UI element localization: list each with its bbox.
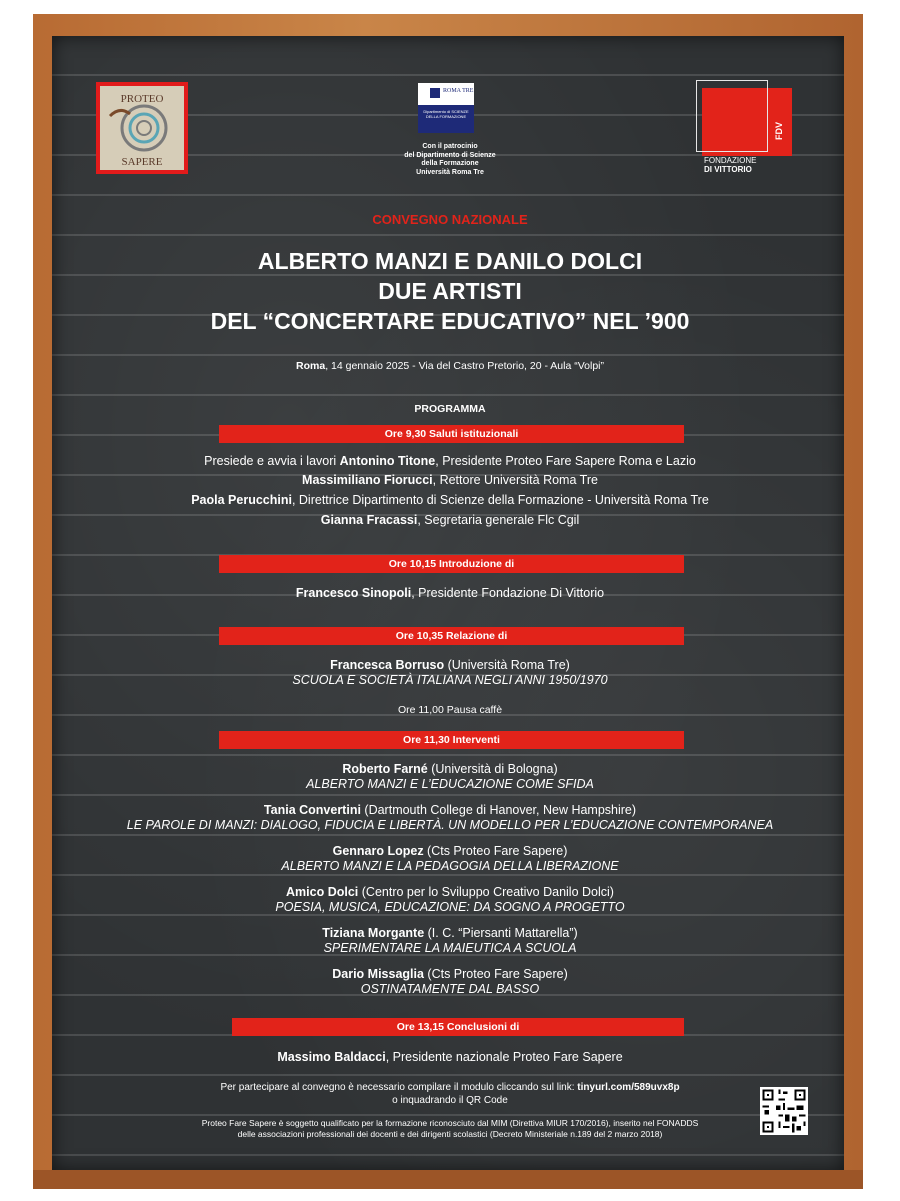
svg-text:SAPERE: SAPERE (121, 156, 163, 168)
coffee-break: Ore 11,00 Pausa caffè (397, 704, 503, 716)
proteo-logo (96, 82, 188, 174)
roma-tre-mark-icon (430, 88, 440, 98)
event-kicker: CONVEGNO NAZIONALE (372, 212, 528, 227)
session-bar-interventi: Ore 11,30 Interventi (219, 731, 684, 749)
proteo-shell-icon (100, 86, 184, 170)
speaker-line: Dario Missaglia (Cts Proteo Fare Sapere) (332, 967, 568, 981)
program-line: Francesco Sinopoli, Presidente Fondazione Di Vittorio (295, 586, 605, 600)
registration-note: Per partecipare al convegno è necessario compilare il modulo cliccando sul link: tinyurl.com/589uvx8p o inquadrando il QR Code (220, 1082, 680, 1106)
event-title: ALBERTO MANZI E DANILO DOLCI DUE ARTISTI DEL “CONCERTARE EDUCATIVO” NEL ’900 (210, 248, 690, 334)
patrocinio-note: Con il patrocinio del Dipartimento di Scienze della Formazione Università Roma Tre (404, 143, 496, 176)
talk-title: SCUOLA E SOCIETÀ ITALIANA NEGLI ANNI 1950/1970 (292, 673, 608, 687)
svg-text:PROTEO: PROTEO (120, 93, 164, 105)
roma-tre-dept: Dipartimento di SCIENZE DELLA FORMAZIONE (418, 105, 474, 133)
talk-title: POESIA, MUSICA, EDUCAZIONE: DA SOGNO A PROGETTO (275, 900, 625, 914)
speaker-line: Tiziana Morgante (I. C. “Piersanti Mattarella”) (322, 926, 578, 940)
session-bar-conclusioni: Ore 13,15 Conclusioni di (232, 1018, 684, 1036)
event-place-date: Roma, 14 gennaio 2025 - Via del Castro Pretorio, 20 - Aula “Volpi” (296, 360, 604, 372)
fondazione-di-vittorio-logo (696, 80, 796, 178)
chalk-tray (33, 1170, 863, 1189)
program-line: Presiede e avvia i lavori Antonino Titone, Presidente Proteo Fare Sapere Roma e Lazio (204, 454, 696, 468)
legal-note: Proteo Fare Sapere è soggetto qualificato per la formazione riconosciuto dal MIM (Direttiva MIUR 170/2016), inserito nel FONADDS delle associazioni professionali dei docenti e dei dirigenti scolastici (Decreto Ministeriale n.189 del 2 marzo 2018) (201, 1118, 699, 1139)
speaker-line: Francesca Borruso (Università Roma Tre) (330, 658, 570, 672)
roma-tre-name: ROMA TRE (443, 88, 474, 94)
program-line: Paola Perucchini, Direttrice Dipartimento di Scienze della Formazione - Università Roma Tre (191, 493, 709, 507)
program-line: Massimiliano Fiorucci, Rettore Università Roma Tre (302, 473, 598, 487)
programma-heading: PROGRAMMA (414, 403, 486, 415)
talk-title: LE PAROLE DI MANZI: DIALOGO, FIDUCIA E LIBERTÀ. UN MODELLO PER L’EDUCAZIONE CONTEMPORANEA (126, 818, 774, 832)
talk-title: ALBERTO MANZI E L’EDUCAZIONE COME SFIDA (306, 777, 594, 791)
fdv-mark: FDV (774, 122, 784, 140)
fdv-line2: DI VITTORIO (704, 165, 752, 174)
speaker-line: Gennaro Lopez (Cts Proteo Fare Sapere) (332, 844, 568, 858)
fdv-line1: FONDAZIONE (704, 156, 757, 165)
registration-link[interactable]: tinyurl.com/589uvx8p (577, 1082, 680, 1093)
session-bar-saluti: Ore 9,30 Saluti istituzionali (219, 425, 684, 443)
qr-code-icon[interactable] (760, 1087, 808, 1135)
talk-title: ALBERTO MANZI E LA PEDAGOGIA DELLA LIBERAZIONE (281, 859, 619, 873)
roma-tre-logo (418, 83, 474, 133)
chalkboard (52, 36, 844, 1170)
session-bar-introduzione: Ore 10,15 Introduzione di (219, 555, 684, 573)
session-bar-relazione: Ore 10,35 Relazione di (219, 627, 684, 645)
speaker-line: Roberto Farné (Università di Bologna) (342, 762, 558, 776)
speaker-line: Amico Dolci (Centro per lo Sviluppo Creativo Danilo Dolci) (286, 885, 614, 899)
program-line: Massimo Baldacci, Presidente nazionale Proteo Fare Sapere (277, 1050, 623, 1064)
program-line: Gianna Fracassi, Segretaria generale Flc Cgil (320, 513, 580, 527)
talk-title: OSTINATAMENTE DAL BASSO (360, 982, 540, 996)
talk-title: SPERIMENTARE LA MAIEUTICA A SCUOLA (323, 941, 577, 955)
speaker-line: Tania Convertini (Dartmouth College di Hanover, New Hampshire) (263, 803, 637, 817)
